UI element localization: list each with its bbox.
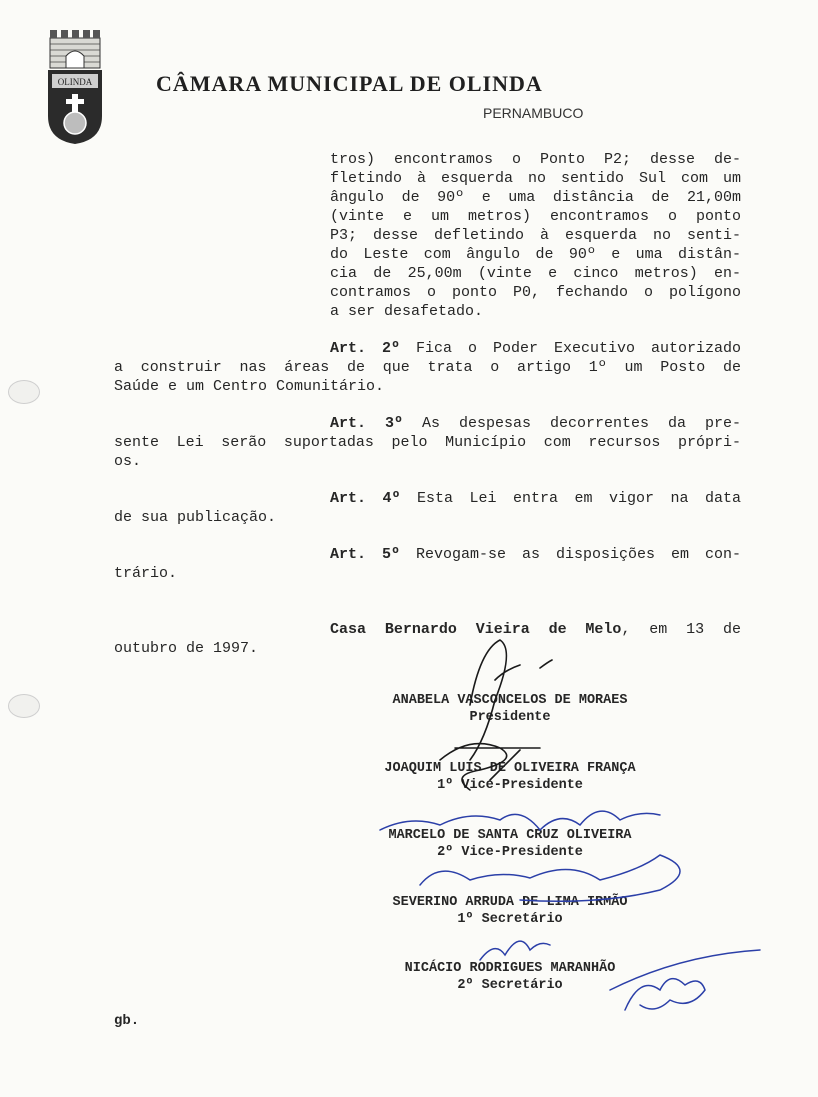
text-line: Fica o Poder Executivo autorizado xyxy=(400,340,741,357)
signatory-second-secretary xyxy=(300,960,720,994)
punch-hole xyxy=(8,694,40,718)
text-line: ângulo de 90º e uma distância de 21,00m xyxy=(330,189,741,206)
svg-text:OLINDA: OLINDA xyxy=(57,77,93,87)
institution-title: CÂMARA MUNICIPAL DE OLINDA xyxy=(156,71,543,96)
signatory-role: 1º Vice-Presidente xyxy=(437,778,583,793)
typist-initials: gb. xyxy=(114,1013,140,1029)
signatory-role: 1º Secretário xyxy=(457,912,563,927)
text-line: a construir nas áreas de que trata o artigo 1º um Posto de xyxy=(114,359,741,376)
text-line: tros) encontramos o Ponto P2; desse de- xyxy=(330,151,741,168)
text-line: Esta Lei entra em vigor na data xyxy=(400,490,742,507)
text-line: a ser desafetado. xyxy=(330,303,484,320)
signatory-name: JOAQUIM LUIS DE OLIVEIRA FRANÇA xyxy=(384,761,636,776)
signatory-second-vice xyxy=(300,827,720,861)
date-line: outubro de 1997. xyxy=(114,640,259,657)
text-line: (vinte e um metros) encontramos o ponto xyxy=(330,208,741,225)
text-line: Saúde e um Centro Comunitário. xyxy=(114,378,385,395)
text-line: Revogam-se as disposições em con- xyxy=(400,546,741,563)
signatory-role: Presidente xyxy=(469,710,551,725)
article-label: Art. 4º xyxy=(330,490,401,507)
punch-hole xyxy=(8,380,40,404)
municipal-crest-icon xyxy=(44,24,106,146)
signatory-name: MARCELO DE SANTA CRUZ OLIVEIRA xyxy=(388,828,632,843)
signatory-first-vice xyxy=(300,760,720,794)
text-line: P3; desse defletindo à esquerda no senti- xyxy=(330,227,741,244)
place-name: Casa Bernardo Vieira de Melo xyxy=(330,621,622,638)
signatory-role: 2º Vice-Presidente xyxy=(437,845,583,860)
state-subtitle: PERNAMBUCO xyxy=(483,105,584,121)
text-line: cia de 25,00m (vinte e cinco metros) en- xyxy=(330,265,741,282)
signatory-name: NICÁCIO RODRIGUES MARANHÃO xyxy=(404,961,616,976)
text-line: do Leste com ângulo de 90º e uma distân- xyxy=(330,246,741,263)
text-line: os. xyxy=(114,453,142,470)
text-line: trário. xyxy=(114,565,178,582)
text-line: fletindo à esquerda no sentido Sul com um xyxy=(330,170,741,187)
text-line: As despesas decorrentes da pre- xyxy=(403,415,741,432)
signatory-role: 2º Secretário xyxy=(457,978,563,993)
article-label: Art. 2º xyxy=(330,340,400,357)
text-line: de sua publicação. xyxy=(114,509,277,526)
text-line: sente Lei serão suportadas pelo Município com recursos própri- xyxy=(114,434,741,451)
article-label: Art. 5º xyxy=(330,546,400,563)
signatory-name: ANABELA VASCONCELOS DE MORAES xyxy=(392,693,628,708)
signatory-first-secretary xyxy=(300,894,720,928)
text-line: , em 13 de xyxy=(621,621,741,638)
signatory-name: SEVERINO ARRUDA DE LIMA IRMÃO xyxy=(392,895,628,910)
article-label: Art. 3º xyxy=(330,415,403,432)
text-line: contramos o ponto P0, fechando o polígono xyxy=(330,284,741,301)
signatory-president xyxy=(300,692,720,726)
